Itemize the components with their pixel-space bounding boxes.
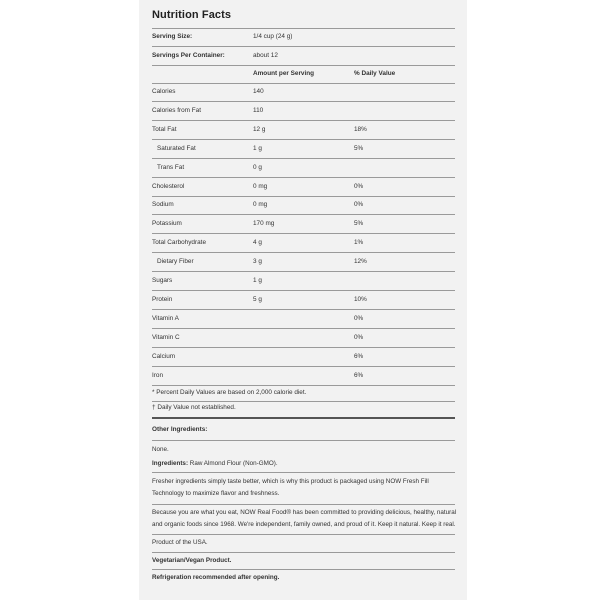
refrigeration-text: Refrigeration recommended after opening.: [152, 574, 280, 581]
serving-size-value: 1/4 cup (24 g): [253, 33, 293, 40]
divider: [152, 366, 455, 367]
nutrient-daily-value: 0%: [354, 314, 364, 322]
thick-divider: [152, 417, 455, 419]
nutrient-amount: 0 g: [253, 163, 262, 171]
nutrient-name: Vitamin A: [152, 314, 179, 322]
nutrient-name: Calcium: [152, 352, 176, 360]
nutrient-name: Iron: [152, 371, 164, 379]
nutrient-name: Dietary Fiber: [157, 258, 194, 266]
nutrient-daily-value: 6%: [354, 352, 364, 360]
servings-per-container-value: about 12: [253, 52, 278, 59]
divider: [152, 347, 455, 348]
divider: [152, 252, 455, 253]
nutrient-row: [152, 105, 455, 117]
servings-per-container-label: Servings Per Container:: [152, 52, 225, 59]
nutrient-amount: 170 mg: [253, 220, 275, 228]
serving-size-row: [152, 31, 455, 43]
nutrient-daily-value: 10%: [354, 295, 367, 303]
divider: [152, 271, 455, 272]
other-ingredients-heading-row: [152, 424, 455, 436]
nutrient-amount: 5 g: [253, 295, 262, 303]
divider: [152, 214, 455, 215]
nutrient-name: Saturated Fat: [157, 144, 196, 152]
nutrient-amount: 140: [253, 88, 264, 95]
nutrient-name: Cholesterol: [152, 182, 185, 190]
divider: [152, 328, 455, 329]
serving-size-label: Serving Size:: [152, 33, 193, 40]
ingredients-value: Raw Almond Flour (Non-GMO).: [188, 460, 278, 467]
nutrient-amount: 1 g: [253, 277, 262, 284]
nutrient-name: Total Carbohydrate: [152, 239, 206, 247]
none-text: None.: [152, 446, 169, 453]
nutrient-row: [152, 332, 455, 344]
nutrient-row: [152, 162, 455, 174]
nutrient-name: Vitamin C: [152, 333, 180, 341]
footnote-dagger-text: † Daily Value not established.: [152, 404, 236, 411]
daily-value-header: % Daily Value: [354, 70, 396, 77]
nutrient-name: Calories: [152, 88, 176, 95]
origin-text: Product of the USA.: [152, 539, 208, 546]
divider: [152, 290, 455, 291]
divider: [152, 196, 455, 197]
nutrient-amount: 0 mg: [253, 182, 268, 190]
nutrient-row: [152, 237, 455, 249]
nutrient-daily-value: 18%: [354, 125, 367, 133]
nutrient-amount: 0 mg: [253, 201, 268, 209]
nutrient-name: Protein: [152, 295, 173, 303]
nutrient-daily-value: 5%: [354, 144, 364, 152]
nutrient-daily-value: 0%: [354, 182, 364, 190]
nutrient-row: [152, 370, 455, 382]
divider: [152, 139, 455, 140]
nutrient-name: Sodium: [152, 201, 174, 209]
divider: [152, 177, 455, 178]
nutrient-daily-value: 1%: [354, 239, 364, 247]
nutrient-row: [152, 294, 455, 306]
nutrient-row: [152, 313, 455, 325]
footnote-dagger: [152, 402, 455, 414]
nutrient-row: [152, 124, 455, 136]
nutrient-daily-value: 0%: [354, 201, 364, 209]
nutrient-daily-value: 12%: [354, 258, 367, 266]
divider: [152, 309, 455, 310]
nutrient-name: Total Fat: [152, 125, 177, 133]
nutrient-row: [152, 218, 455, 230]
divider: [152, 83, 455, 84]
nutrient-daily-value: 0%: [354, 333, 364, 341]
nutrient-name: Sugars: [152, 277, 173, 284]
nutrient-row: [152, 256, 455, 268]
nutrient-amount: 1 g: [253, 144, 262, 152]
nutrient-row: [152, 86, 455, 98]
nutrient-daily-value: 6%: [354, 371, 364, 379]
divider: [152, 385, 455, 386]
ingredients-line: [152, 458, 457, 470]
nutrient-amount: 12 g: [253, 125, 266, 133]
amount-per-serving-header: Amount per Serving: [253, 70, 315, 77]
divider: [152, 504, 455, 505]
column-header-row: [152, 68, 455, 80]
nutrient-row: [152, 181, 455, 193]
divider: [152, 46, 455, 47]
divider: [152, 552, 455, 553]
nutrient-name: Potassium: [152, 220, 182, 228]
nutrient-amount: 3 g: [253, 258, 262, 266]
nutrient-amount: 110: [253, 106, 264, 114]
nutrition-panel: [139, 0, 467, 600]
nutrient-amount: 4 g: [253, 239, 262, 247]
nutrient-row: [152, 199, 455, 211]
nutrient-name: Trans Fat: [157, 163, 185, 171]
fresh-fill-paragraph: Fresher ingredients simply taste better, which is why this product is packaged using NOW Fresh Fill Technology to maximize flavor and freshness.: [152, 478, 429, 497]
divider: [152, 534, 455, 535]
divider: [152, 472, 455, 473]
divider: [152, 440, 455, 441]
nutrient-row: [152, 143, 455, 155]
divider: [152, 101, 455, 102]
footnote-percent-text: * Percent Daily Values are based on 2,000 calorie diet.: [152, 389, 307, 396]
real-food-paragraph: Because you are what you eat, NOW Real Food® has been committed to providing delicious, healthy, natural and organic foods since 1968. We're independent, family owned, and proud of it. Keep it natural. Keep it real.: [152, 509, 457, 528]
divider: [152, 569, 455, 570]
divider: [152, 120, 455, 121]
nutrition-facts-title: Nutrition Facts: [152, 9, 232, 21]
other-ingredients-heading: Other Ingredients:: [152, 426, 208, 433]
nutrient-daily-value: 5%: [354, 220, 364, 228]
divider: [152, 233, 455, 234]
divider: [152, 65, 455, 66]
footnote-percent: [152, 387, 455, 399]
divider: [152, 158, 455, 159]
nutrient-row: [152, 275, 455, 287]
nutrient-row: [152, 351, 455, 363]
vegan-text: Vegetarian/Vegan Product.: [152, 557, 232, 564]
ingredients-label: Ingredients:: [152, 460, 189, 467]
servings-per-container-row: [152, 50, 455, 62]
divider: [152, 28, 455, 29]
nutrient-name: Calories from Fat: [152, 106, 202, 114]
